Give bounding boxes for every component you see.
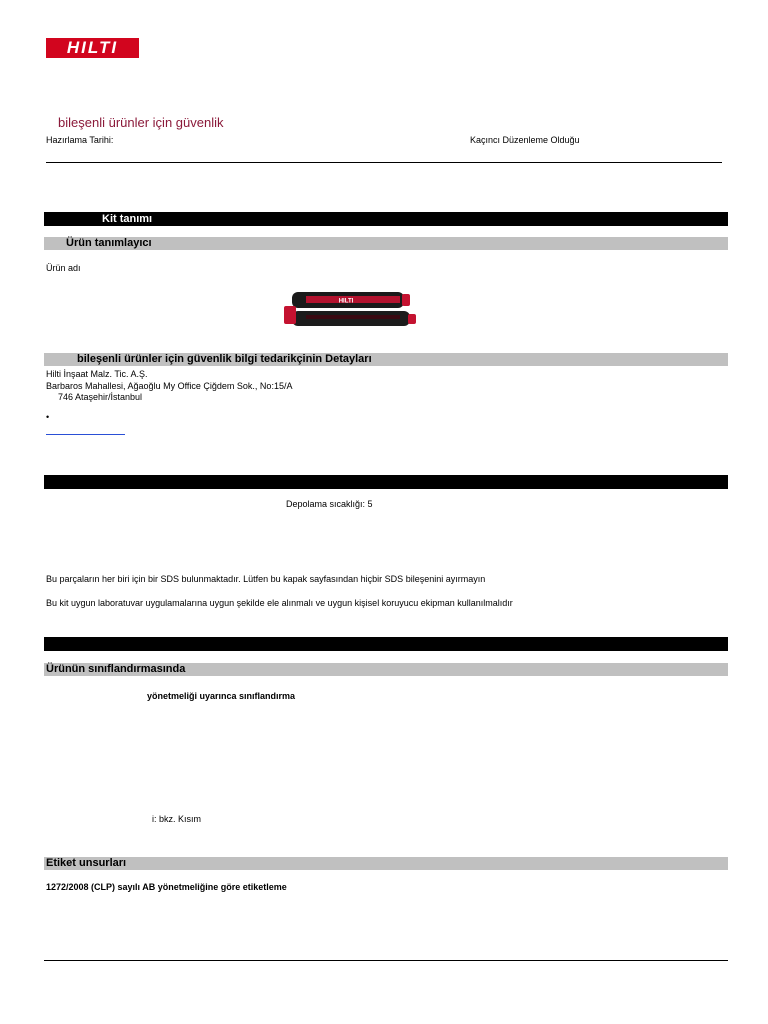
product-cartridge-image <box>282 288 420 334</box>
cartridge-bottom-band <box>306 315 400 319</box>
header-divider <box>46 162 722 163</box>
subsection-title: bileşenli ürünler için güvenlik bilgi tedarikçinin Detayları <box>77 353 372 365</box>
section-bar-3 <box>44 637 728 651</box>
prepared-date-label: Hazırlama Tarihi: <box>46 135 114 145</box>
section-bar-2 <box>44 475 728 489</box>
revision-label: Kaçıncı Düzenleme Olduğu <box>470 135 580 145</box>
product-name-label: Ürün adı <box>46 263 81 273</box>
hilti-logo: HILTI <box>46 38 139 58</box>
subsection-bar-classification <box>44 663 728 676</box>
supplier-line: Barbaros Mahallesi, Ağaoğlu My Office Çiğdem Sok., No:15/A <box>46 381 293 391</box>
cartridge-label: HILTI <box>338 298 354 305</box>
section-bar-kit-definition <box>44 212 728 226</box>
cartridge-cap-top <box>402 294 410 306</box>
supplier-line: 746 Ataşehir/İstanbul <box>58 392 143 402</box>
subsection-bar-product-identifier <box>44 237 728 250</box>
section-title: Kit tanımı <box>102 213 153 225</box>
storage-temperature: Depolama sıcaklığı: 5 <box>286 499 373 509</box>
supplier-line: Hilti İnşaat Malz. Tic. A.Ş. <box>46 369 148 379</box>
classification-text: yönetmeliği uyarınca sınıflandırma <box>147 691 296 701</box>
email-link[interactable] <box>46 434 125 435</box>
handling-note: Bu kit uygun laboratuvar uygulamalarına uygun şekilde ele alınmalı ve uygun kişisel koruyucu ekipman kullanılmalıdır <box>46 598 513 608</box>
subsection-bar-label-elements <box>44 857 728 870</box>
subsection-title: Etiket unsurları <box>46 857 127 869</box>
cartridge-cap-bottom <box>408 314 416 324</box>
document-title: bileşenli ürünler için güvenlik <box>58 115 224 130</box>
subsection-bar-supplier-details <box>44 353 728 366</box>
footer-divider <box>44 960 728 961</box>
reference-text: i: bkz. Kısım <box>152 814 202 824</box>
subsection-title: Ürünün sınıflandırmasında <box>46 663 186 675</box>
sds-note: Bu parçaların her biri için bir SDS bulunmaktadır. Lütfen bu kapak sayfasından hiçbir SDS bileşenini ayırmayın <box>46 574 486 584</box>
labeling-text: 1272/2008 (CLP) sayılı AB yönetmeliğine göre etiketleme <box>46 882 287 892</box>
subsection-title: Ürün tanımlayıcı <box>66 237 152 249</box>
bullet: • <box>46 412 50 422</box>
cartridge-nozzle <box>284 306 296 324</box>
